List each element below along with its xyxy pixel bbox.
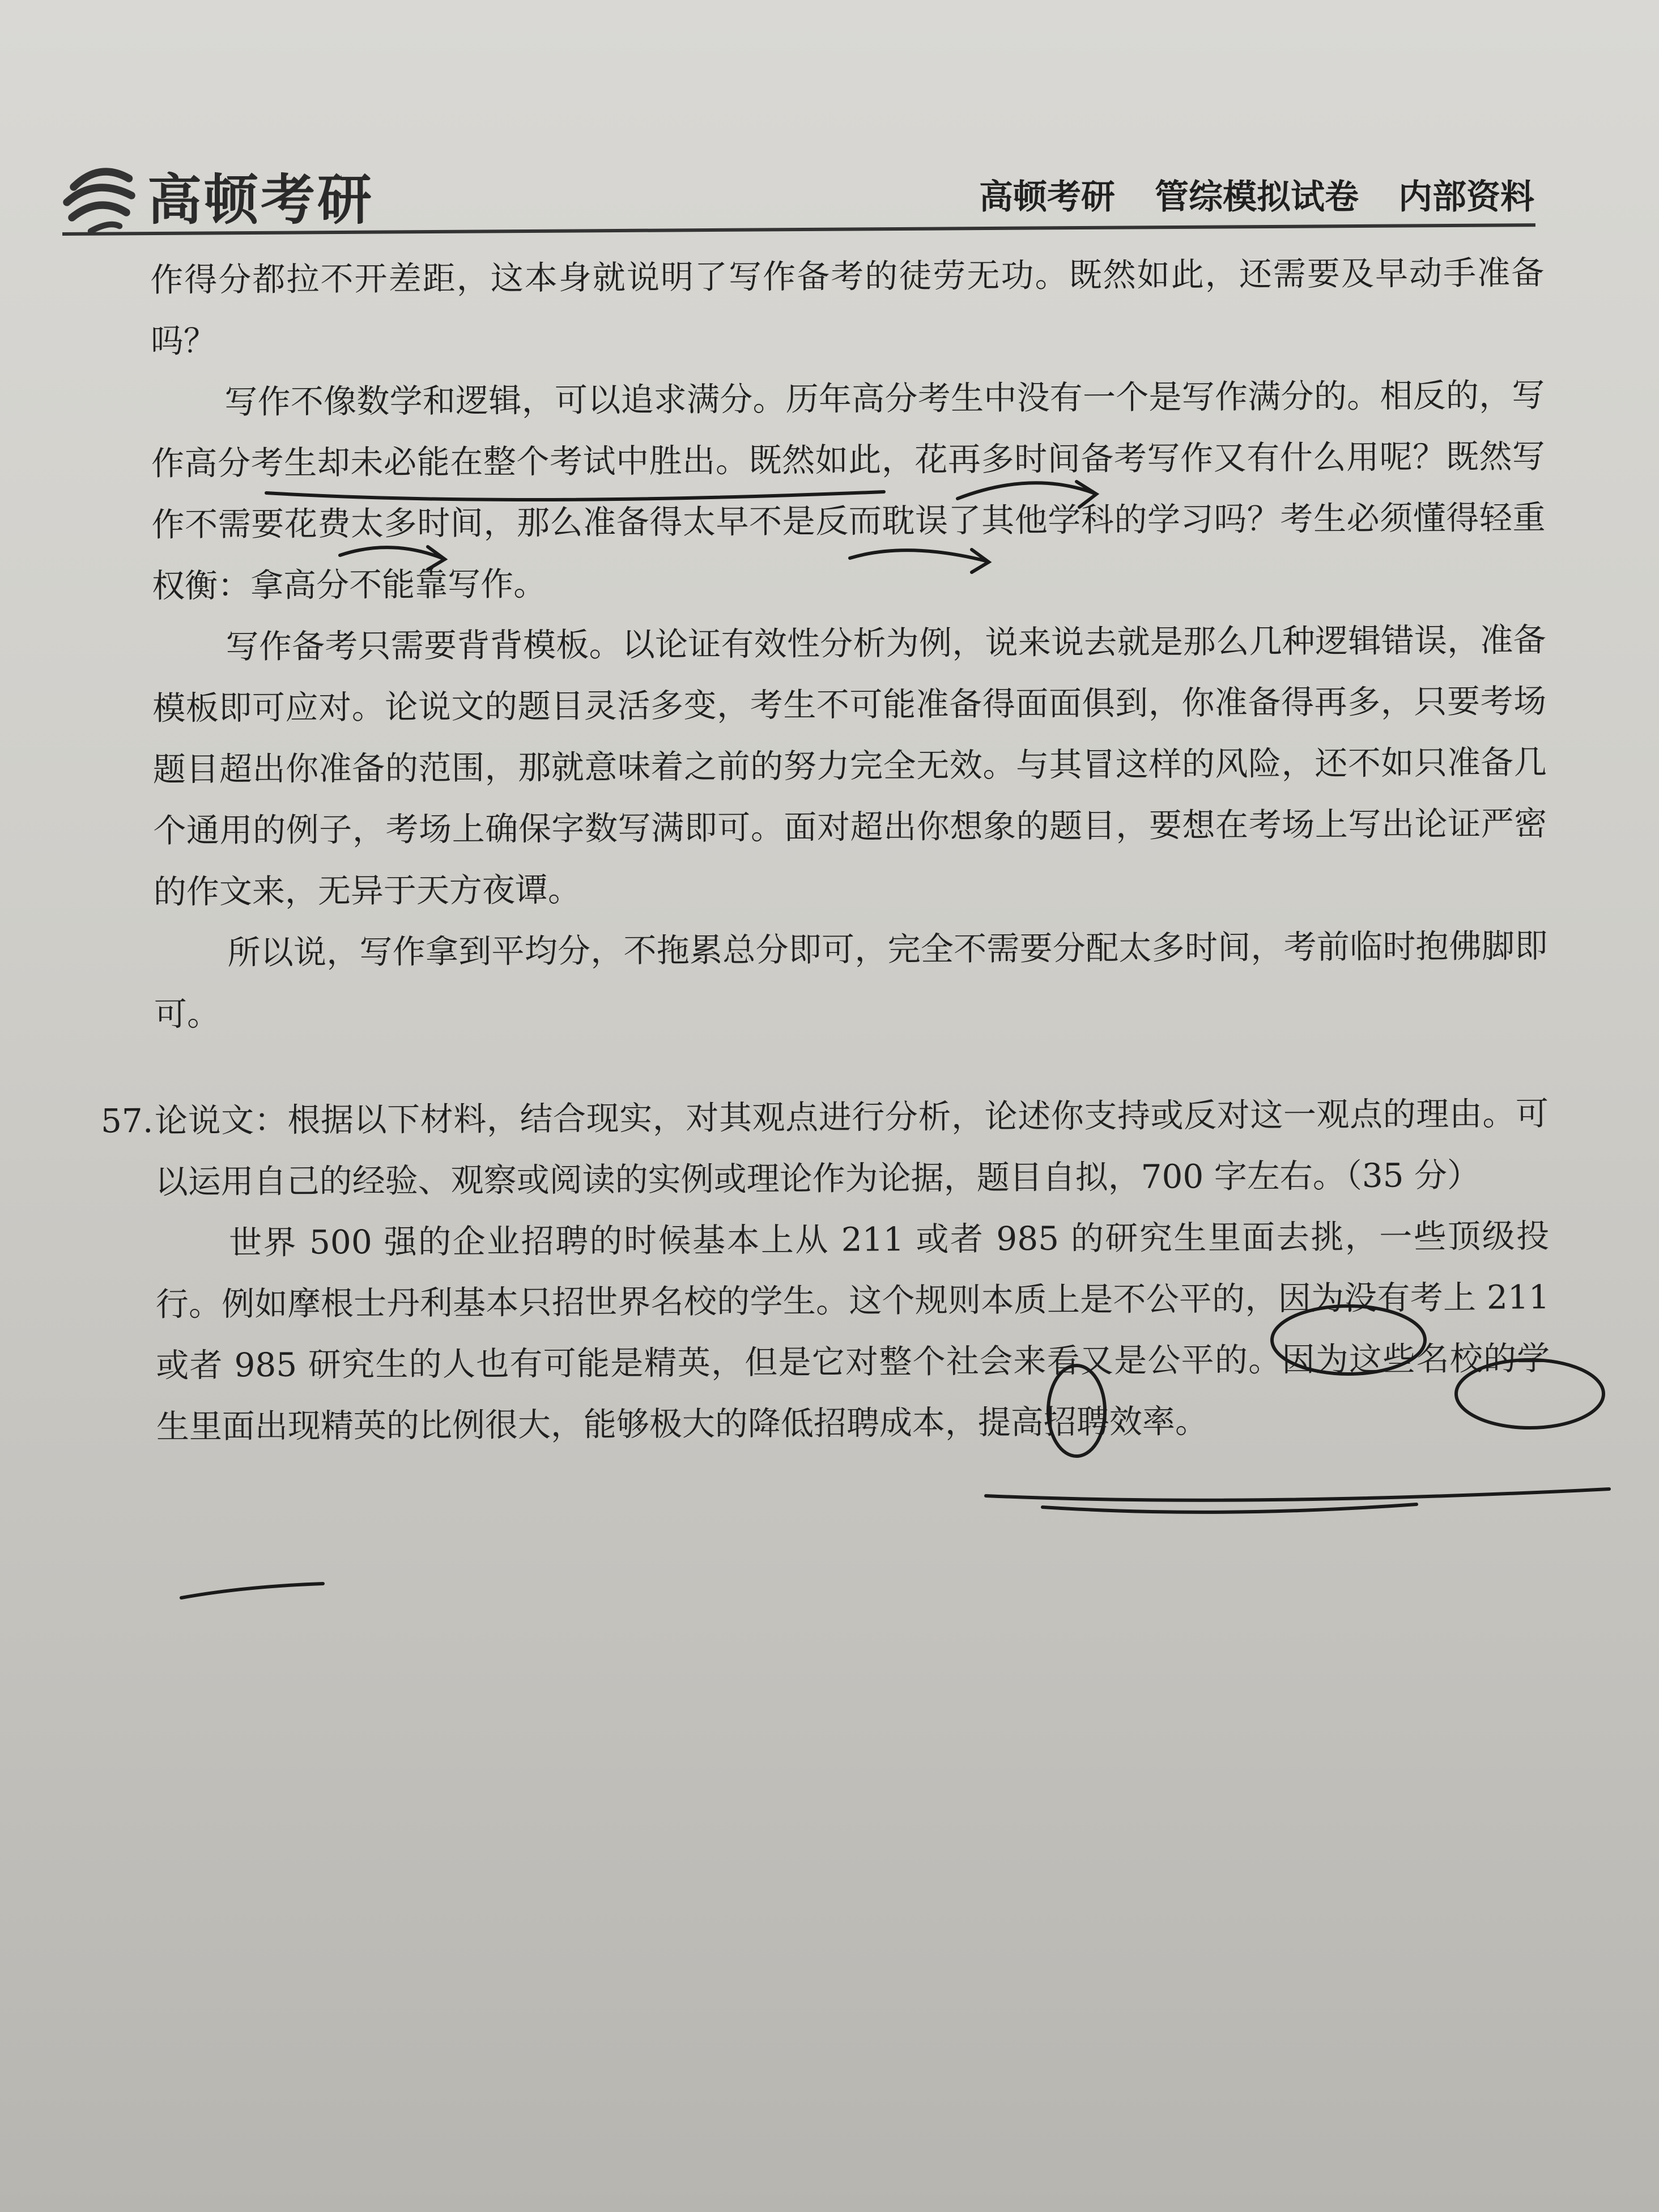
paragraph-4: 所以说，写作拿到平均分，不拖累总分即可，完全不需要分配太多时间，考前临时抱佛脚即可。	[154, 926, 1548, 1033]
underline-mark-4	[181, 1584, 323, 1598]
question-prompt: 论说文：根据以下材料，结合现实，对其观点进行分析，论述你支持或反对这一观点的理由。可以运用自己的经验、观察或阅读的实例或理论作为论据，题目自拟，700 字左右。（35 分）	[154, 1094, 1549, 1201]
question-material: 世界 500 强的企业招聘的时候基本上从 211 或者 985 的研究生里面去挑，一些顶级投行。例如摩根士丹利基本只招世界名校的学生。这个规则本质上是不公平的，因为没有考上 211 或者 985 研究生的人也有可能是精英，但是它对整个社会来看又是公平的。因为这些名校的学生里面出现精英的比例很大，能够极大的降低招聘成本，提高招聘效率。	[155, 1216, 1550, 1446]
logo-swirl-icon	[57, 153, 142, 238]
header-label-internal: 内部资料	[1398, 177, 1534, 217]
header-label-brand: 高顿考研	[979, 177, 1115, 217]
header-label-exam: 管综模拟试卷	[1155, 177, 1359, 217]
paragraph-2: 写作不像数学和逻辑，可以追求满分。历年高分考生中没有一个是写作满分的。相反的，写作高分考生却未必能在整个考试中胜出。既然如此，花再多时间备考写作又有什么用呢？既然写作不需要花费太多时间，那么准备得太早不是反而耽误了其他学科的学习吗？考生必须懂得轻重权衡：拿高分不能靠写作。	[151, 376, 1546, 605]
header-labels	[979, 170, 1534, 219]
main-text	[100, 242, 1550, 1457]
underline-mark-2	[986, 1489, 1609, 1500]
question-57	[100, 1083, 1549, 1213]
paragraph-3: 写作备考只需要背背模板。以论证有效性分析为例，说来说去就是那么几种逻辑错误，准备模板即可应对。论说文的题目灵活多变，考生不可能准备得面面俱到，你准备得再多，只要考场题目超出你准备的范围，那就意味着之前的努力完全无效。与其冒这样的风险，还不如只准备几个通用的例子，考场上确保字数写满即可。面对超出你想象的题目，要想在考场上写出论证严密的作文来，无异于天方夜谭。	[152, 620, 1547, 911]
underline-mark-3	[1043, 1504, 1416, 1512]
paragraph-1: 作得分都拉不开差距，这本身就说明了写作备考的徒劳无功。既然如此，还需要及早动手准备吗？	[150, 253, 1545, 360]
question-number: 57.	[100, 1101, 154, 1141]
logo-text: 高顿考研	[147, 168, 374, 232]
brand-logo	[57, 153, 374, 238]
